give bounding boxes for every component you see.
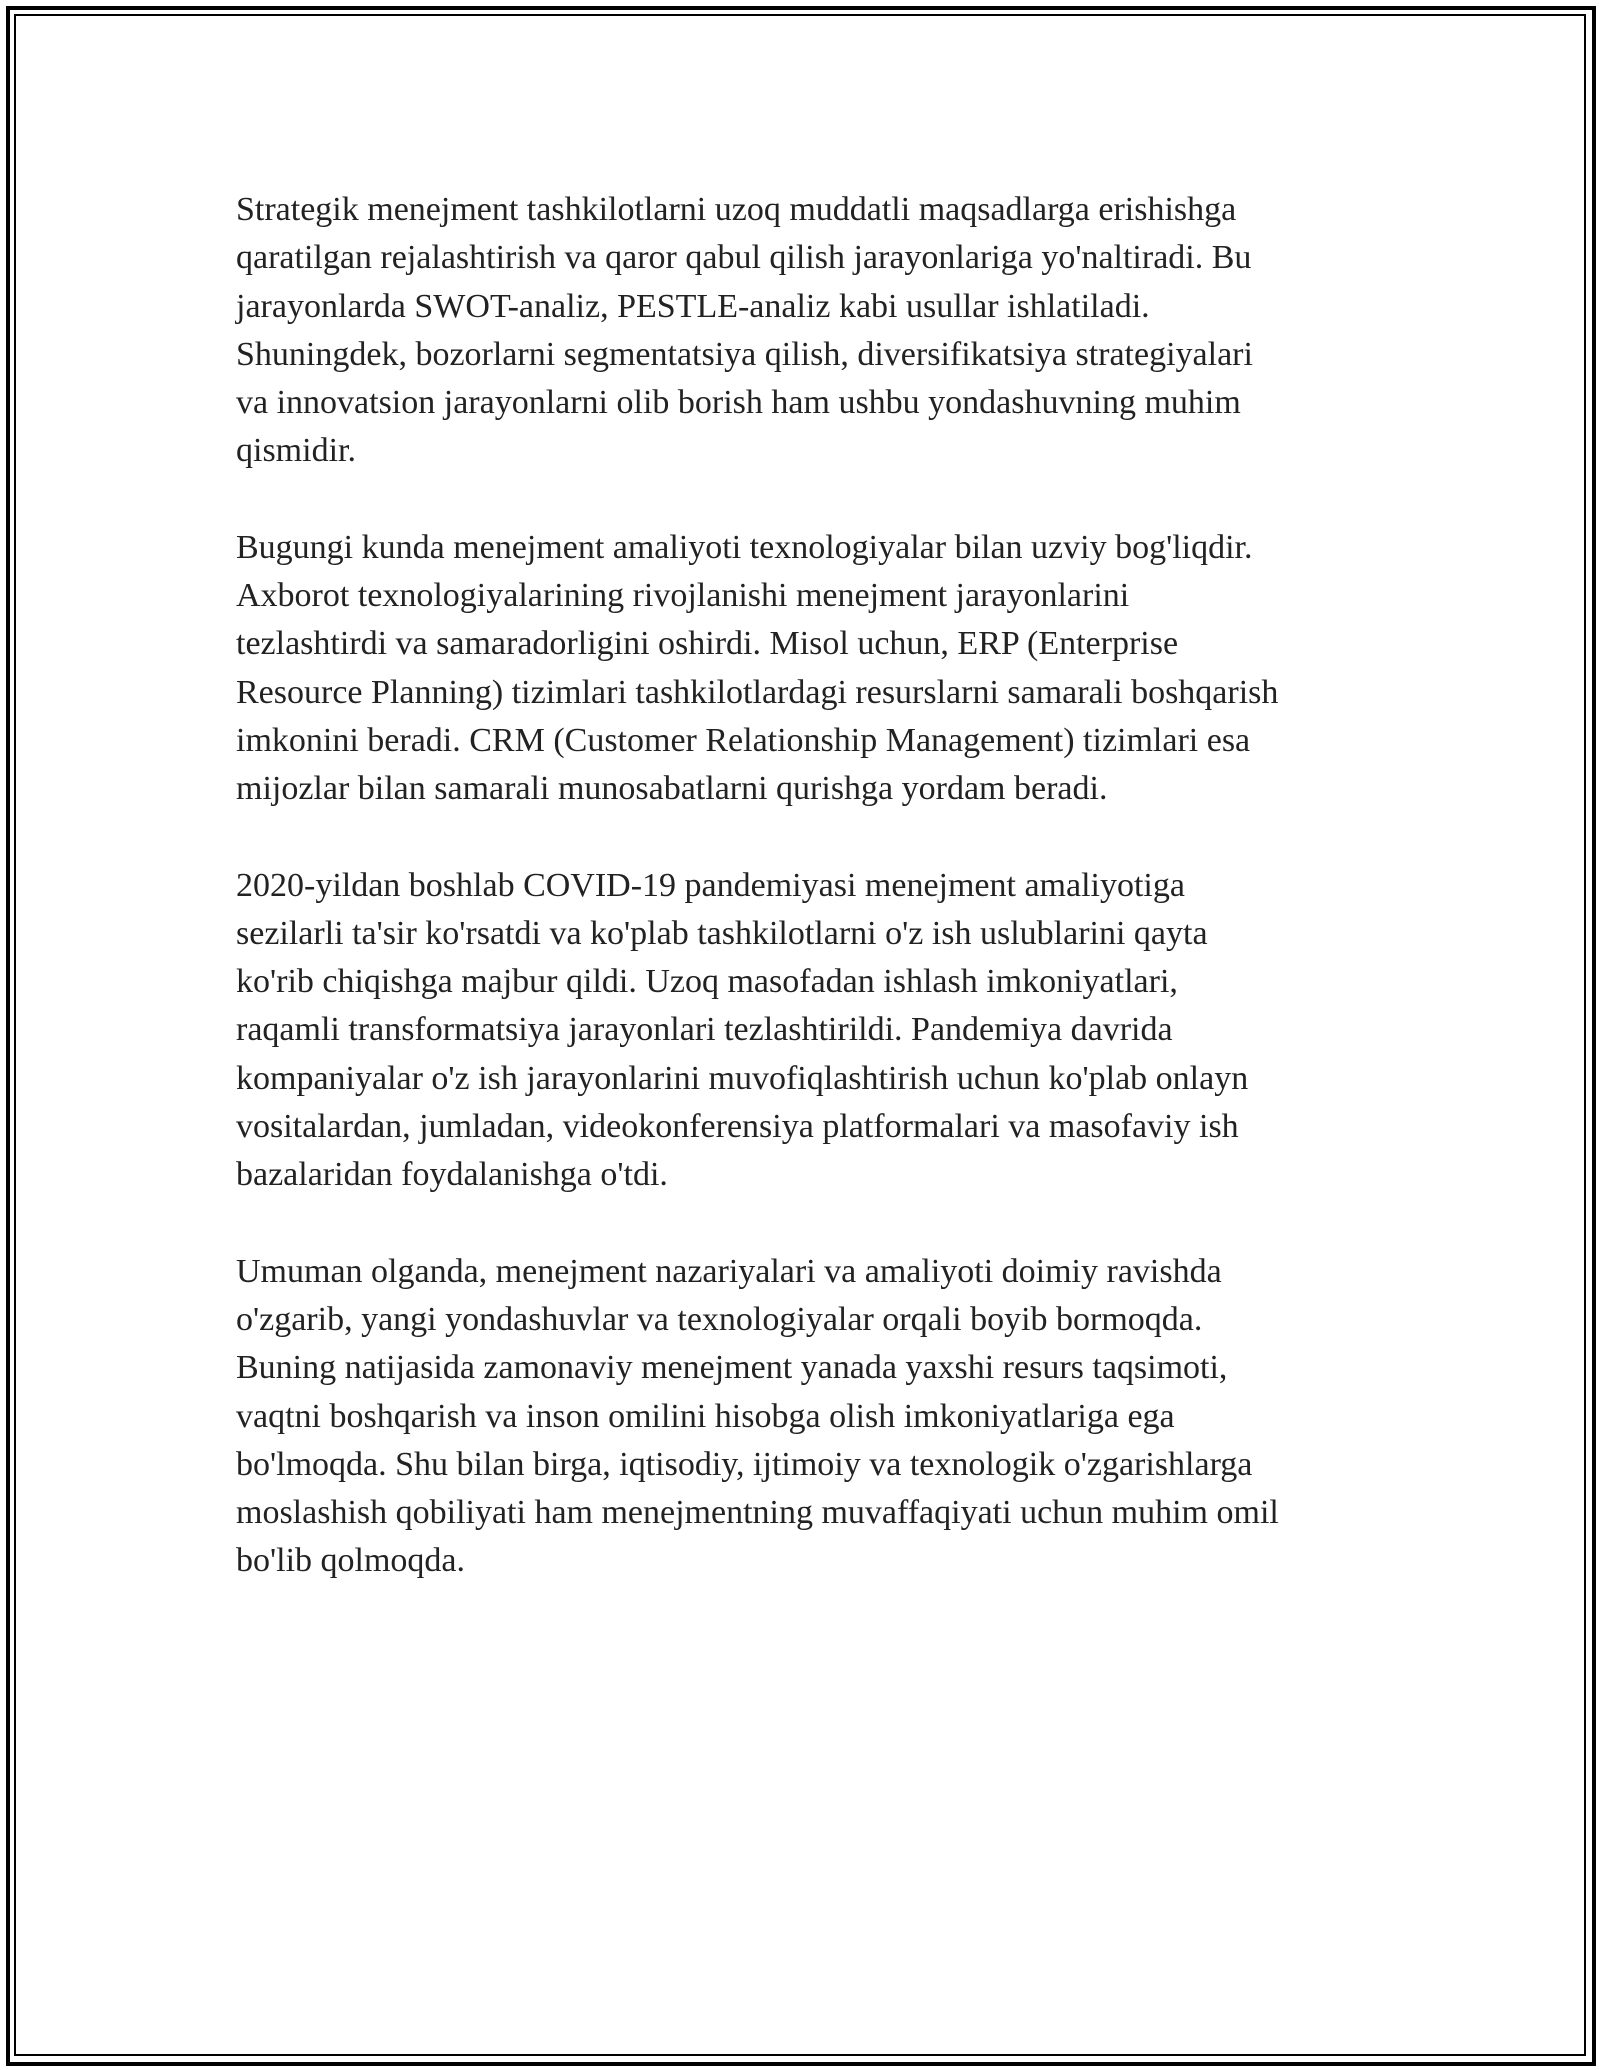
paragraph-strategic-management: Strategik menejment tashkilotlarni uzoq muddatli maqsadlarga erishishga qaratilgan rejalashtirish va qaror qabul qilish jarayonlariga yo'naltiradi. Bu jarayonlarda SWOT-analiz, PESTLE-analiz kabi usullar ishlatiladi. Shuningdek, bozorlarni segmentatsiya qilish, diversifikatsiya strategiyalari va innovatsion jarayonlarni olib borish ham ushbu yondashuvning muhim qismidir. (236, 191, 1253, 470)
paragraph-technology: Bugungi kunda menejment amaliyoti texnologiyalar bilan uzviy bog'liqdir. Axborot texnologiyalarining rivojlanishi menejment jarayonlarini tezlashtirdi va samaradorligini oshirdi. Misol uchun, ERP (Enterprise Resource Planning) tizimlari tashkilotlardagi resurslarni samarali boshqarish imkonini beradi. CRM (Customer Relationship Management) tizimlari esa mijozlar bilan samarali munosabatlarni qurishga yordam beradi. (236, 528, 1279, 808)
paragraph-conclusion: Umuman olganda, menejment nazariyalari va amaliyoti doimiy ravishda o'zgarib, yangi yondashuvlar va texnologiyalar orqali boyib bormoqda. Buning natijasida zamonaviy menejment yanada yaxshi resurs taqsimoti, vaqtni boshqarish va inson omilini hisobga olish imkoniyatlariga ega bo'lmoqda. Shu bilan birga, iqtisodiy, ijtimoiy va texnologik o'zgarishlarga moslashish qobiliyati ham menejmentning muvaffaqiyati uchun muhim omil bo'lib qolmoqda. (236, 1252, 1279, 1580)
document-body (236, 186, 1376, 1634)
paragraph-covid-19: 2020-yildan boshlab COVID-19 pandemiyasi menejment amaliyotiga sezilarli ta'sir ko'rsatdi va ko'plab tashkilotlarni o'z ish uslublarini qayta ko'rib chiqishga majbur qildi. Uzoq masofadan ishlash imkoniyatlari, raqamli transformatsiya jarayonlari tezlashtirildi. Pandemiya davrida kompaniyalar o'z ish jarayonlarini muvofiqlashtirish uchun ko'plab onlayn vositalardan, jumladan, videokonferensiya platformalari va masofaviy ish bazalaridan foydalanishga o'tdi. (236, 866, 1249, 1194)
